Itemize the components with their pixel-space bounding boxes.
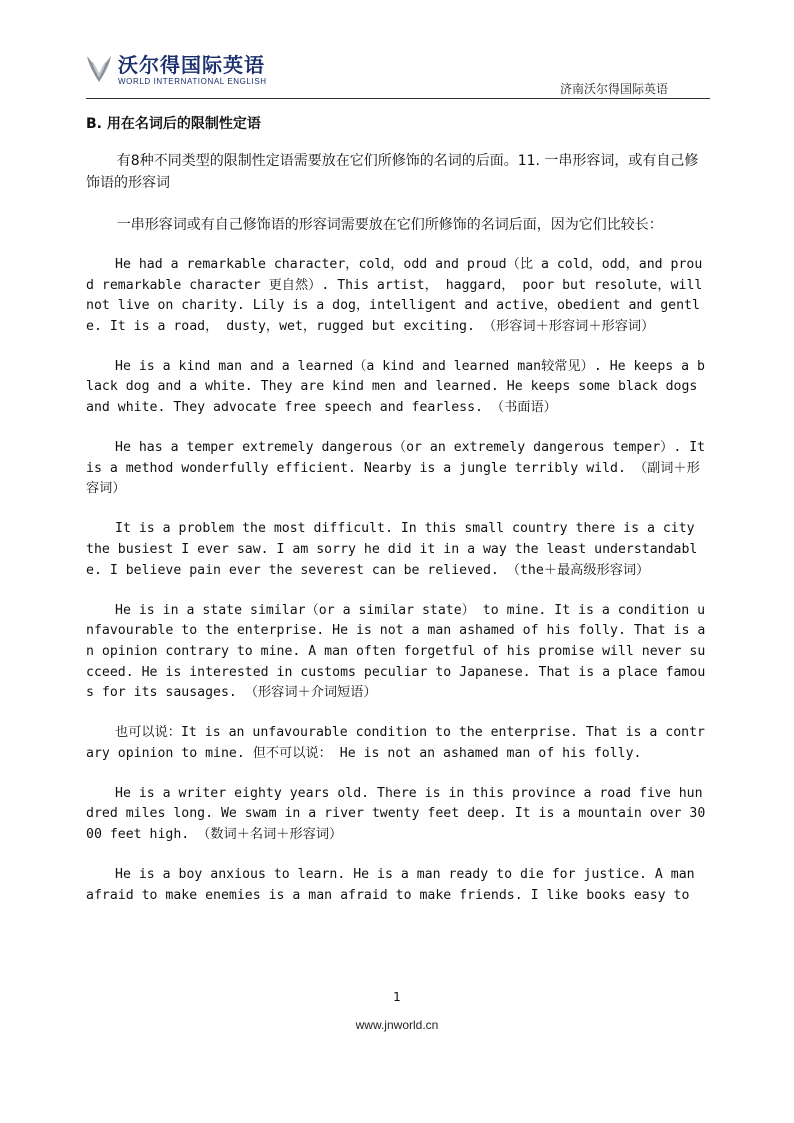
logo-english-name: WORLD INTERNATIONAL ENGLISH (118, 77, 267, 86)
wings-logo-icon (86, 52, 112, 88)
paragraph-example-infinitive: He is a boy anxious to learn. He is a man ready to die for justice. A man afraid to make enemies is a man afraid to make friends. I like books easy to (86, 867, 695, 903)
paragraph-example-numeral: He is a writer eighty years old. There is in this province a road five hundred miles long. We swam in a river twenty feet deep. It is a mountain over 3000 feet high. （数词＋名词＋形容词） (86, 785, 706, 843)
paragraph-intro: 有8种不同类型的限制性定语需要放在它们所修饰的名词的后面。11. 一串形容词，或有自己修饰语的形容词 (86, 153, 699, 191)
section-heading: B. 用在名词后的限制性定语 (86, 116, 261, 132)
footer-url: www.jnworld.cn (355, 1018, 439, 1032)
paragraph-example-learned: He is a kind man and a learned（a kind and learned man较常见）. He keeps a black dog and a white. They are kind men and learned. He keeps some black dogs and white. They advocate free speech and fearless. （书面语） (86, 358, 705, 416)
header-divider (86, 98, 710, 99)
brand-logo (86, 52, 267, 88)
paragraph-example-adjectives: He had a remarkable character，cold，odd and proud（比 a cold，odd，and proud remarkable character 更自然）. This artist， haggard， poor but resolute，will not live on charity. Lily is a dog，intelligent and active，obedient and gentle. It is a road， dusty，wet，rugged but exciting. （形容词＋形容词＋形容词） (86, 257, 703, 334)
logo-chinese-name: 沃尔得国际英语 (118, 53, 265, 77)
document-body (86, 112, 708, 926)
page-number: 1 (393, 990, 401, 1004)
paragraph-example-adverb: He has a temper extremely dangerous（or an extremely dangerous temper）. It is a method wonderfully efficient. Nearby is a jungle terribly wild. （副词＋形容词） (86, 440, 706, 497)
header-school-name: 济南沃尔得国际英语 (559, 82, 668, 96)
paragraph-note: 也可以说：It is an unfavourable condition to the enterprise. That is a contrary opinion to mine. 但不可以说： He is not an ashamed man of his folly. (86, 725, 705, 761)
paragraph-example-superlative: It is a problem the most difficult. In this small country there is a city the busiest I ever saw. I am sorry he did it in a way the least understandable. I believe pain ever the severest can be relieved. （the＋最高级形容词） (86, 521, 698, 578)
paragraph-explanation: 一串形容词或有自己修饰语的形容词需要放在它们所修饰的名词后面，因为它们比较长： (116, 216, 663, 233)
paragraph-example-prepositional: He is in a state similar（or a similar state） to mine. It is a condition unfavourable to the enterprise. He is not a man ashamed of his folly. That is an opinion contrary to mine. A man often forgetful of his promise will never succeed. He is interested in customs peculiar to Japanese. That is a place famous for its sausages. （形容词＋介词短语） (86, 602, 706, 701)
